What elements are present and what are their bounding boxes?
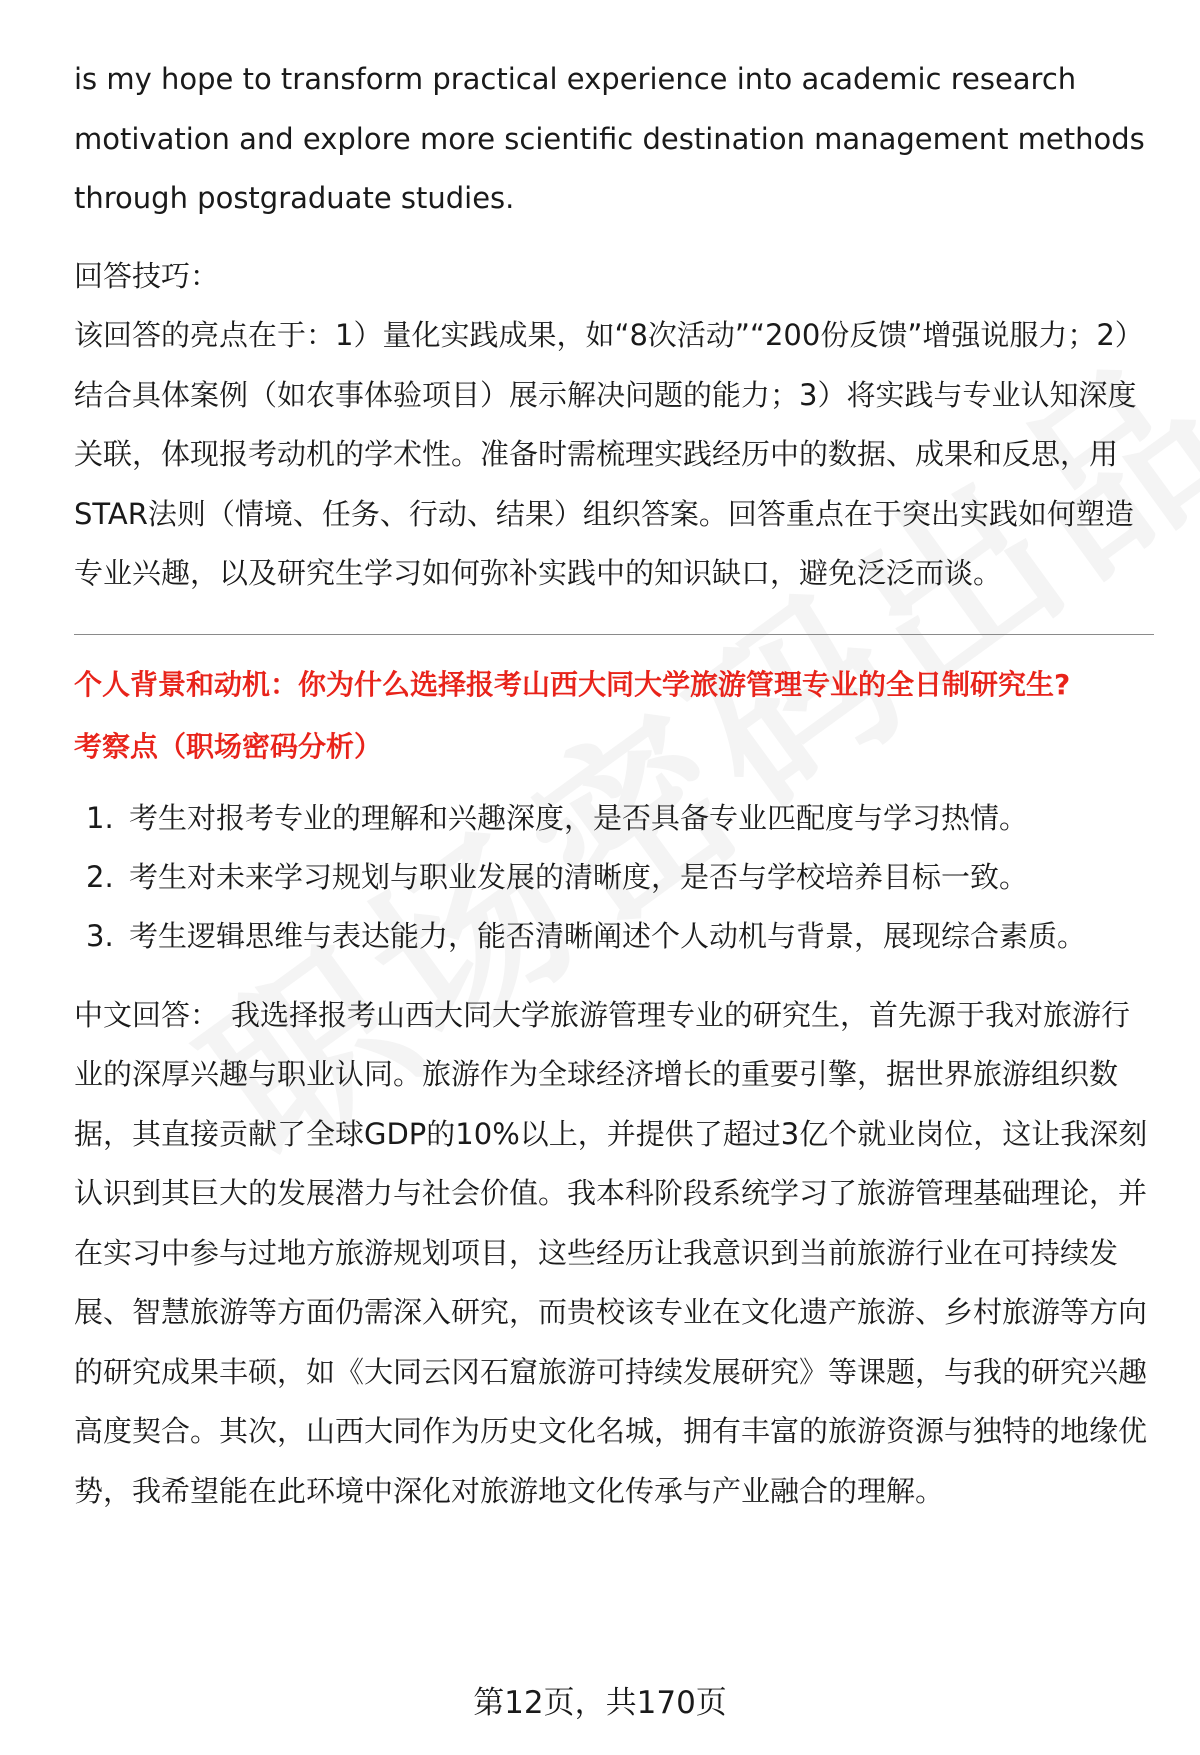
tips-label: 回答技巧： [74,258,220,293]
tips-body: 该回答的亮点在于：1）量化实践成果，如“8次活动”“200份反馈”增强说服力；2）结合具体案例（如农事体验项目）展示解决问题的能力；3）将实践与专业认知深度关联，体现报考动机的学术性。准备时需梳理实践经历中的数据、成果和反思，用STAR法则（情境、任务、行动、结果）组织答案。回答重点在于突出实践如何塑造专业兴趣，以及研究生学习如何弥补实践中的知识缺口，避免泛泛而谈。 [74,318,1144,590]
focus-point-number: 1. [86,800,114,835]
focus-point-text: 考生逻辑思维与表达能力，能否清晰阐述个人动机与背景，展现综合素质。 [129,918,1087,953]
page-footer: 第12页，共170页 [473,1685,727,1721]
question-title: 个人背景和动机：你为什么选择报考山西大同大学旅游管理专业的全日制研究生? [74,667,1071,701]
focus-point-2 [74,848,1154,907]
focus-heading: 考察点（职场密码分析） [74,729,383,763]
focus-point-number: 2. [86,859,114,894]
focus-point-3 [74,907,1154,966]
focus-points-list [74,789,1154,966]
focus-point-1 [74,789,1154,848]
answer-body: 我选择报考山西大同大学旅游管理专业的研究生，首先源于我对旅游行业的深厚兴趣与职业认同。旅游作为全球经济增长的重要引擎，据世界旅游组织数据，其直接贡献了全球GDP的10%以上，并提供了超过3亿个就业岗位，这让我深刻认识到其巨大的发展潜力与社会价值。我本科阶段系统学习了旅游管理基础理论，并在实习中参与过地方旅游规划项目，这些经历让我意识到当前旅游行业在可持续发展、智慧旅游等方面仍需深入研究，而贵校该专业在文化遗产旅游、乡村旅游等方向的研究成果丰硕，如《大同云冈石窟旅游可持续发展研究》等课题，与我的研究兴趣高度契合。其次，山西大同作为历史文化名城，拥有丰富的旅游资源与独特的地缘优势，我希望能在此环境中深化对旅游地文化传承与产业融合的理解。 [74,997,1148,1508]
focus-point-text: 考生对报考专业的理解和兴趣深度，是否具备专业匹配度与学习热情。 [129,800,1029,835]
answer-paragraph [74,986,1154,1522]
intro-paragraph: is my hope to transform practical experience into academic research motivation and explore more scientific destination management methods through postgraduate studies. [74,62,1145,215]
focus-point-number: 3. [86,918,114,953]
page-content [74,50,1154,1521]
focus-point-text: 考生对未来学习规划与职业发展的清晰度，是否与学校培养目标一致。 [129,859,1029,894]
answer-label: 中文回答： [74,997,220,1032]
